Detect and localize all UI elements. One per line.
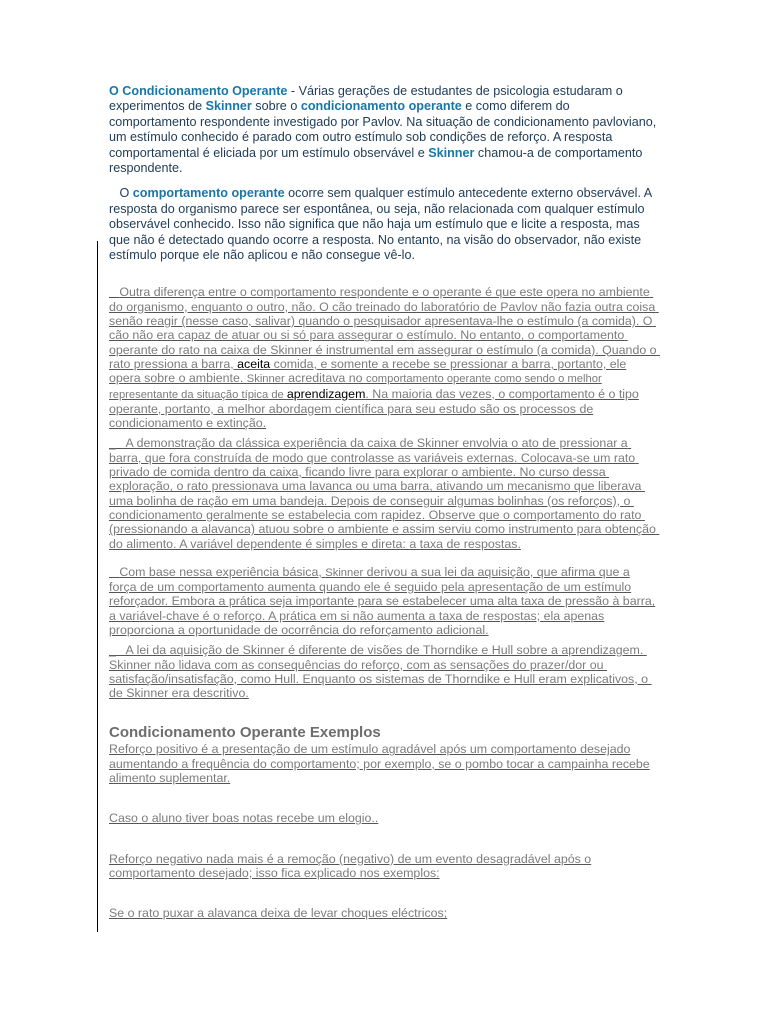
body-paragraph-3: Com base nessa experiência básica, Skinner derivou a sua lei da aquisição, que afirma que a força de um comportamento aumenta quando ele é seguido pela apresentação de um estímulo reforçador. Embora a prática seja importante para se estabelecer uma alta taxa de pressão à barra, a variável-chave é o reforço. A prática em si não aumenta a taxa de respostas; ela apenas proporciona a oportunidade de ocorrência do reforçamento adicional. [109, 564, 656, 637]
term-skinner[interactable]: Skinner [205, 99, 252, 114]
example-negative-reinforcement: Reforço negativo nada mais é a remoção (negativo) de um evento desagradável após o comportamento desejado; isso fica explicado nos exemplos: [109, 851, 592, 880]
example-positive-reinforcement: Reforço positivo é a presentação de um estímulo agradável após um comportamento desejado aumentando a frequência do comportamento; por exemplo, se o pombo tocar a campainha recebe alimento suplementar. [109, 742, 650, 786]
term-comportamento-operante[interactable]: comportamento operante [132, 186, 285, 201]
term-condicionamento-operante[interactable]: O Condicionamento Operante [109, 84, 288, 98]
term-condicionamento-operante-2[interactable]: condicionamento operante [300, 99, 462, 114]
term-skinner-2[interactable]: Skinner [428, 145, 475, 160]
body-paragraph-4: _ A lei da aquisição de Skinner é diferente de visões de Thorndike e Hull sobre a aprendizagem. Skinner não lidava com as consequências do reforço, com as sensações do prazer/dor ou satisfação/insatisfação, como Hull. Enquanto os sistemas de Thorndike e Hull eram explicativos, o de Skinner era descritivo. [109, 643, 652, 701]
example-student-praise: Caso o aluno tiver boas notas recebe um elogio.. [109, 811, 379, 826]
document-page [109, 84, 661, 921]
left-margin-line [97, 241, 98, 932]
link-aprendizagem[interactable]: aprendizagem [286, 386, 366, 401]
link-skinner[interactable]: Skinner [246, 373, 285, 386]
intro-paragraph-2: O comportamento operante ocorre sem qualquer estímulo antecedente externo observável. A resposta do organismo parece ser espontânea, ou seja, não relacionada com qualquer estímulo observável conhecido. Isso não significa que não haja um estímulo que e licite a resposta, mas que não é detectado quando ocorre a resposta. No entanto, na visão do observador, não existe estímulo porque ele não aplicou e não consegue vê-lo. [109, 186, 652, 263]
link-aceita[interactable]: aceita [237, 356, 271, 371]
section-heading: Condicionamento Operante Exemplos [109, 724, 381, 742]
link-skinner-2[interactable]: Skinner [325, 566, 364, 579]
intro-paragraph-1: O Condicionamento Operante - Várias gerações de estudantes de psicologia estudaram o experimentos de Skinner sobre o condicionamento operante e como diferem do comportamento respondente investigado por Pavlov. Na situação de condicionamento pavloviano, um estímulo conhecido é parado com outro estímulo sob condições de reforço. A resposta comportamental é eliciada por um estímulo observável e Skinner chamou-a de comportamento respondente. [109, 84, 657, 176]
body-paragraph-1: Outra diferença entre o comportamento respondente e o operante é que este opera no ambiente do organismo, enquanto o outro, não. O cão treinado do laboratório de Pavlov não fazia outra coisa senão reagir (nesse caso, salivar) quando o pesquisador apresentava-lhe o estímulo (a comida). O cão não era capaz de atuar ou si só para assegurar o estímulo. No entanto, o comportamento operante do rato na caixa de Skinner é instrumental em assegurar o estímulo (a comida). Quando o rato pressiona a barra, aceita comida, e somente a recebe se pressionar a barra, portanto, ele opera sobre o ambiente. Skinner acreditava no comportamento operante como sendo o melhor representante da situação típica de aprendizagem. Na maioria das vezes, o comportamento é o tipo operante, portanto, a melhor abordagem científica para seu estudo são os processos de condicionamento e extinção. [109, 285, 661, 431]
body-paragraph-2: _ A demonstração da clássica experiência da caixa de Skinner envolvia o ato de pressionar a barra, que fora construída de modo que controlasse as variáveis externas. Colocava-se um rato privado de comida dentro da caixa, ficando livre para explorar o ambiente. No curso dessa exploração, o rato pressionava uma lavanca ou uma barra, ativando um mecanismo que liberava uma bolinha de ração em uma bandeja. Depois de conseguir algumas bolinhas (os reforços), o condicionamento geralmente se estabelecia com rapidez. Observe que o comportamento do rato (pressionando a alavanca) atuou sobre o ambiente e assim serviu como instrumento para obtenção do alimento. A variável dependente é simples e direta: a taxa de respostas. [109, 436, 660, 551]
example-rat-lever: Se o rato puxar a alavanca deixa de levar choques eléctricos; [109, 906, 448, 921]
